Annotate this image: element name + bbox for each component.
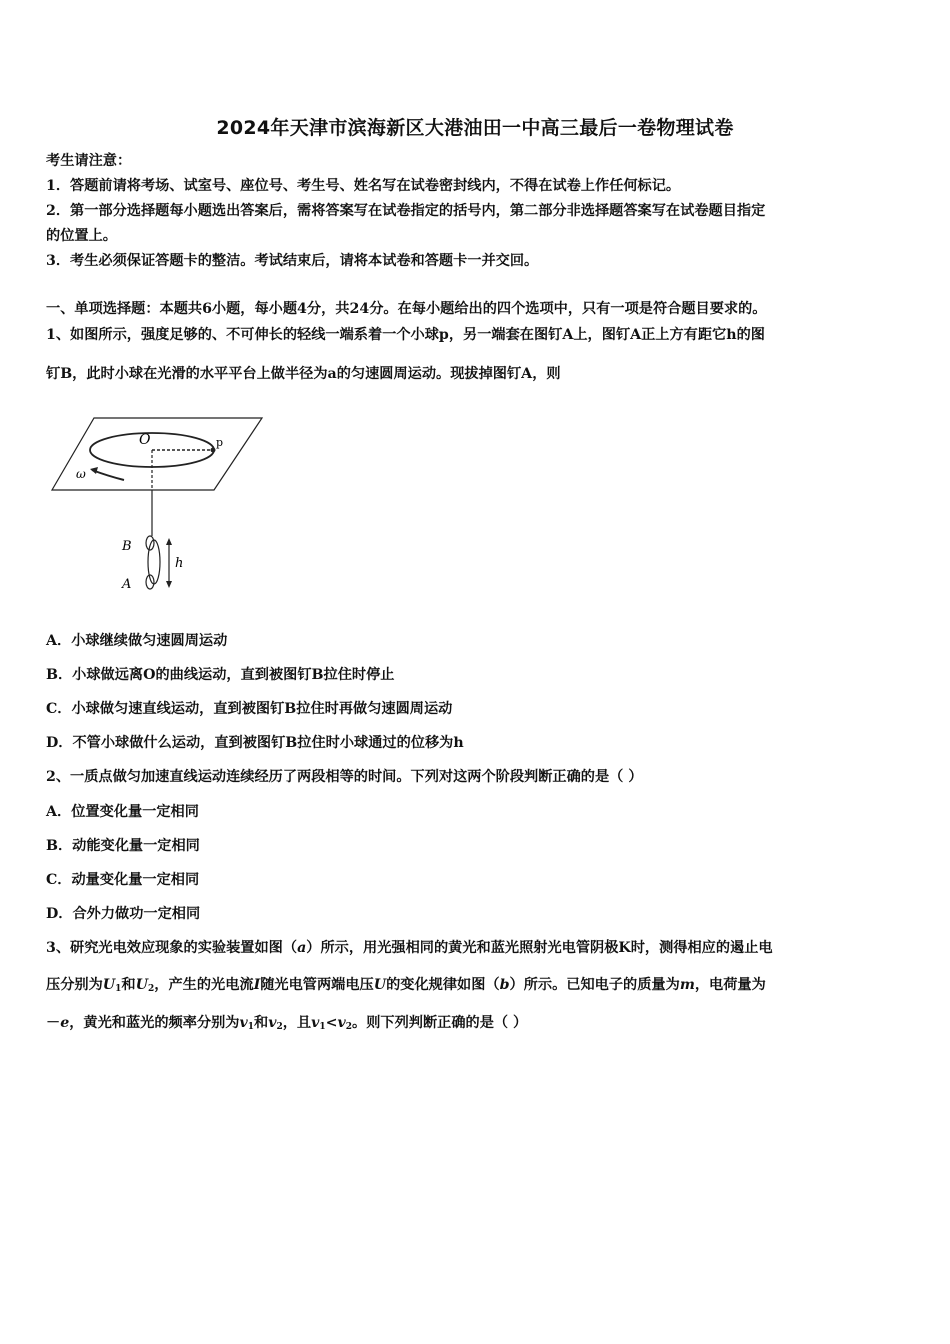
- question-2-stem: 2、一质点做匀加速直线运动连续经历了两段相等的时间。下列对这两个阶段判断正确的是（ ）: [46, 769, 643, 785]
- label-A: A: [122, 577, 132, 592]
- height-arrow-bottom: [166, 581, 172, 588]
- question-1-figure: [48, 410, 268, 596]
- label-p: p: [216, 436, 224, 449]
- label-O: O: [139, 432, 151, 448]
- q1-option-c: C．小球做匀速直线运动，直到被图钉B拉住时再做匀速圆周运动: [46, 701, 453, 717]
- q2-option-a: A．位置变化量一定相同: [46, 804, 199, 820]
- notice-item-3: 3．考生必须保证答题卡的整洁。考试结束后，请将本试卷和答题卡一并交回。: [46, 253, 539, 269]
- notice-item-2b: 的位置上。: [46, 228, 117, 244]
- q1-option-d: D．不管小球做什么运动，直到被图钉B拉住时小球通过的位移为h: [46, 735, 464, 751]
- question-3-line-1: 3、研究光电效应现象的实验装置如图（a）所示，用光强相同的黄光和蓝光照射光电管阴极K时，测得相应的遏止电: [46, 940, 773, 956]
- q2-option-c: C．动量变化量一定相同: [46, 872, 200, 888]
- question-3-line-2: 压分别为$U_1$和$U_2$，产生的光电流I随光电管两端电压U的变化规律如图（b）所示。已知电子的质量为m，电荷量为: [46, 977, 766, 994]
- label-omega: ω: [76, 467, 86, 481]
- question-1-line-1: 1、如图所示，强度足够的、不可伸长的轻线一端系着一个小球p，另一端套在图钉A上，图钉A正上方有距它h的图: [46, 327, 765, 343]
- omega-arrowhead: [90, 467, 98, 474]
- q2-option-b: B．动能变化量一定相同: [46, 838, 200, 854]
- question-1-line-2: 钉B，此时小球在光滑的水平平台上做半径为a的匀速圆周运动。现拔掉图钉A，则: [46, 366, 561, 382]
- section-heading: 一、单项选择题：本题共6小题，每小题4分，共24分。在每小题给出的四个选项中，只有一项是符合题目要求的。: [46, 301, 767, 317]
- page-title: 2024年天津市滨海新区大港油田一中高三最后一卷物理试卷: [216, 117, 734, 139]
- height-arrow-top: [166, 538, 172, 545]
- notice-heading: 考生请注意：: [46, 153, 132, 169]
- notice-item-1: 1．答题前请将考场、试室号、座位号、考生号、姓名写在试卷密封线内，不得在试卷上作任何标记。: [46, 178, 681, 194]
- label-h: h: [175, 556, 184, 571]
- q2-option-d: D．合外力做功一定相同: [46, 906, 201, 922]
- ball-p: [211, 448, 216, 453]
- q1-option-a: A．小球继续做匀速圆周运动: [46, 633, 228, 649]
- label-B: B: [122, 539, 132, 554]
- question-3-line-3: －e，黄光和蓝光的频率分别为$v_1$和$v_2$，且$v_1<v_2$。则下列判断正确的是（ ）: [46, 1015, 528, 1032]
- omega-arrow: [92, 470, 124, 480]
- notice-item-2a: 2．第一部分选择题每小题选出答案后，需将答案写在试卷指定的括号内，第二部分非选择题答案写在试卷题目指定: [46, 203, 766, 219]
- q1-option-b: B．小球做远离O的曲线运动，直到被图钉B拉住时停止: [46, 667, 395, 683]
